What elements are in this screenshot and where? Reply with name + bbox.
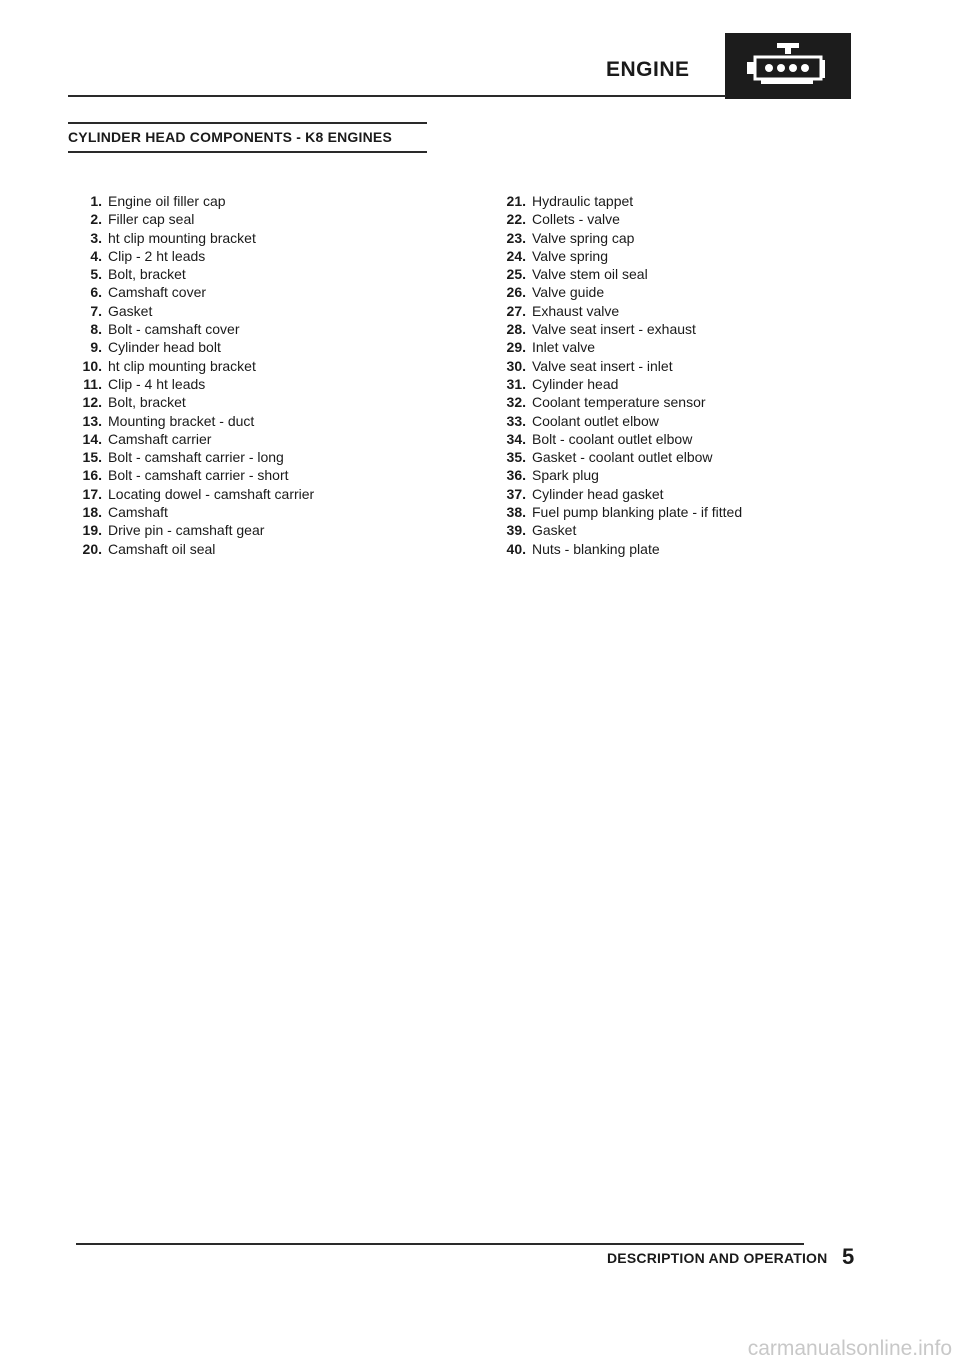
header-rule [68, 95, 726, 97]
item-label: Nuts - blanking plate [532, 540, 660, 557]
item-number: 27. [506, 302, 526, 319]
list-item [68, 466, 314, 484]
item-label: Valve seat insert - inlet [532, 357, 673, 374]
item-number: 40. [506, 540, 526, 557]
section-title: CYLINDER HEAD COMPONENTS - K8 ENGINES [68, 129, 392, 145]
item-number: 18. [82, 504, 102, 521]
list-item [68, 430, 314, 448]
list-item [68, 357, 314, 375]
watermark: carmanualsonline.info [747, 1337, 952, 1360]
item-label: Gasket - coolant outlet elbow [532, 449, 713, 466]
list-item [68, 265, 314, 283]
item-label: Clip - 4 ht leads [108, 375, 206, 392]
item-label: Camshaft cover [108, 284, 207, 301]
item-label: Hydraulic tappet [532, 193, 634, 209]
list-item [68, 283, 314, 301]
item-label: Spark plug [532, 467, 599, 484]
item-label: Exhaust valve [532, 302, 620, 319]
item-label: ht clip mounting bracket [108, 357, 256, 374]
list-item [68, 210, 314, 228]
footer-section-title: DESCRIPTION AND OPERATION [607, 1250, 828, 1266]
item-number: 13. [82, 412, 102, 429]
item-number: 34. [506, 430, 526, 447]
item-number: 21. [506, 193, 526, 209]
list-item [492, 466, 742, 484]
list-item [68, 485, 314, 503]
list-item [68, 302, 314, 320]
item-number: 23. [506, 229, 526, 246]
list-item [68, 192, 314, 210]
list-item [492, 229, 742, 247]
item-label: Bolt, bracket [108, 266, 186, 283]
list-item [492, 430, 742, 448]
item-label: Camshaft [108, 504, 168, 521]
item-number: 14. [82, 430, 102, 447]
item-number: 10. [82, 357, 102, 374]
item-number: 30. [506, 357, 526, 374]
item-number: 26. [506, 284, 526, 301]
list-item [68, 375, 314, 393]
section-rule-bottom [68, 151, 427, 153]
item-number: 2. [90, 211, 102, 228]
item-number: 12. [82, 394, 102, 411]
list-item [492, 283, 742, 301]
item-number: 4. [90, 247, 102, 264]
item-label: Engine oil filler cap [108, 193, 226, 209]
item-number: 35. [506, 449, 526, 466]
item-number: 15. [82, 449, 102, 466]
item-number: 8. [90, 321, 102, 338]
list-item [68, 448, 314, 466]
engine-icon [725, 33, 851, 99]
list-item [492, 338, 742, 356]
item-number: 36. [506, 467, 526, 484]
item-label: Bolt - coolant outlet elbow [532, 430, 693, 447]
list-item [68, 247, 314, 265]
item-label: Coolant temperature sensor [532, 394, 706, 411]
list-item [68, 320, 314, 338]
list-item [492, 375, 742, 393]
item-label: Valve guide [532, 284, 605, 301]
list-item [492, 302, 742, 320]
item-number: 33. [506, 412, 526, 429]
item-label: Filler cap seal [108, 211, 195, 228]
list-item [68, 229, 314, 247]
list-item [492, 192, 742, 210]
item-number: 5. [90, 266, 102, 283]
item-number: 24. [506, 247, 526, 264]
item-number: 20. [82, 540, 102, 557]
item-label: Collets - valve [532, 211, 620, 228]
item-label: Locating dowel - camshaft carrier [108, 485, 315, 502]
item-number: 38. [506, 504, 526, 521]
list-item [492, 521, 742, 539]
parts-list-left [68, 192, 314, 558]
section-rule-top [68, 122, 427, 124]
item-label: Valve spring [532, 247, 609, 264]
item-number: 9. [90, 339, 102, 356]
page-number: 5 [842, 1244, 855, 1269]
item-label: Cylinder head bolt [108, 339, 221, 356]
item-label: Valve stem oil seal [532, 266, 648, 283]
list-item [492, 247, 742, 265]
footer-rule [76, 1243, 804, 1245]
list-item [68, 338, 314, 356]
list-item [492, 320, 742, 338]
list-item [492, 448, 742, 466]
item-label: Camshaft oil seal [108, 540, 216, 557]
page-header-title: ENGINE [606, 58, 690, 81]
item-number: 1. [90, 193, 102, 209]
item-label: Drive pin - camshaft gear [108, 522, 265, 539]
item-label: ht clip mounting bracket [108, 229, 256, 246]
item-label: Clip - 2 ht leads [108, 247, 206, 264]
list-item [492, 357, 742, 375]
list-item [492, 412, 742, 430]
item-label: Cylinder head [532, 375, 619, 392]
item-number: 7. [90, 302, 102, 319]
item-number: 19. [82, 522, 102, 539]
list-item [492, 393, 742, 411]
item-number: 32. [506, 394, 526, 411]
item-label: Bolt, bracket [108, 394, 186, 411]
parts-list-right [492, 192, 742, 558]
item-number: 17. [82, 485, 102, 502]
list-item [492, 540, 742, 558]
item-number: 31. [506, 375, 526, 392]
item-number: 16. [82, 467, 102, 484]
list-item [492, 503, 742, 521]
item-label: Bolt - camshaft cover [108, 321, 240, 338]
item-label: Coolant outlet elbow [532, 412, 659, 429]
item-number: 28. [506, 321, 526, 338]
list-item [492, 485, 742, 503]
item-label: Cylinder head gasket [532, 485, 664, 502]
list-item [68, 521, 314, 539]
list-item [68, 540, 314, 558]
item-label: Camshaft carrier [108, 430, 212, 447]
item-label: Mounting bracket - duct [108, 412, 255, 429]
list-item [492, 210, 742, 228]
list-item [68, 412, 314, 430]
list-item [492, 265, 742, 283]
item-label: Bolt - camshaft carrier - short [108, 467, 289, 484]
item-number: 6. [90, 284, 102, 301]
item-label: Valve seat insert - exhaust [532, 321, 696, 338]
item-number: 25. [506, 266, 526, 283]
item-number: 37. [506, 485, 526, 502]
item-number: 22. [506, 211, 526, 228]
list-item [68, 393, 314, 411]
item-label: Valve spring cap [532, 229, 635, 246]
item-label: Gasket [108, 302, 153, 319]
item-label: Bolt - camshaft carrier - long [108, 449, 284, 466]
item-number: 3. [90, 229, 102, 246]
item-number: 39. [506, 522, 526, 539]
item-label: Fuel pump blanking plate - if fitted [532, 504, 743, 521]
item-label: Gasket [532, 522, 577, 539]
item-label: Inlet valve [532, 339, 596, 356]
list-item [68, 503, 314, 521]
item-number: 11. [83, 375, 102, 392]
item-number: 29. [506, 339, 526, 356]
